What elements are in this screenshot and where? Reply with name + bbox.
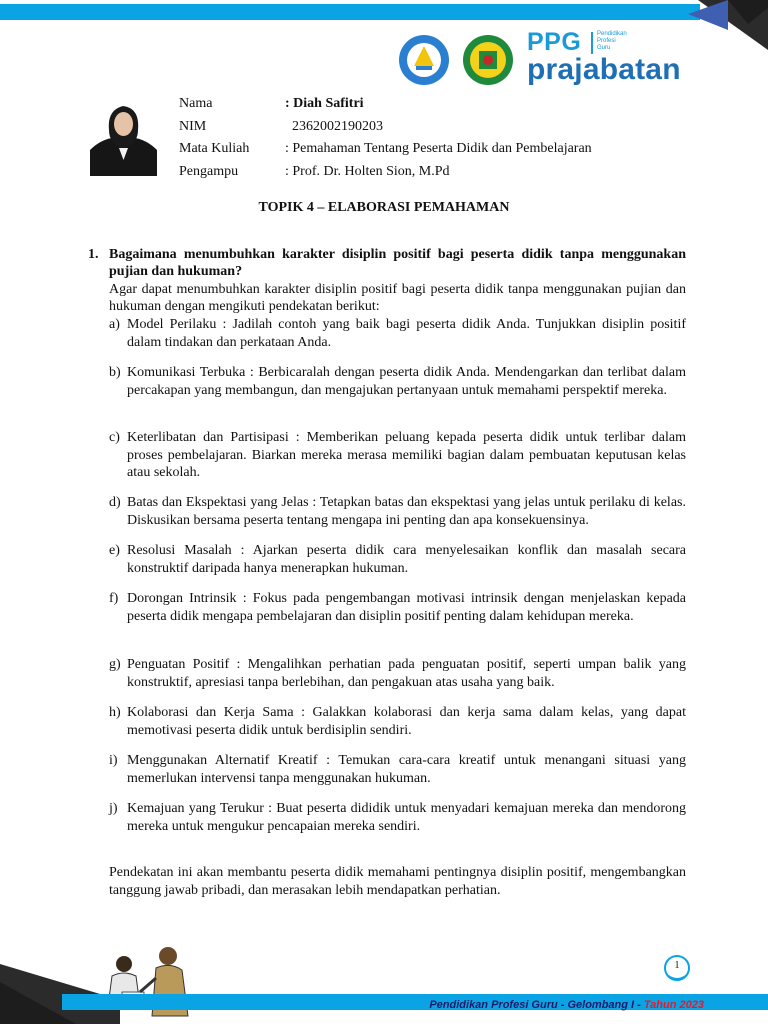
ppg-small-caption (597, 31, 627, 52)
answer-item-text: Menggunakan Alternatif Kreatif : Temukan cara-cara kreatif untuk menangani situasi yang memerlukan intervensi tanpa menggunakan hukuman. (127, 753, 686, 786)
answer-item-label: d) (109, 495, 121, 510)
footer-text (429, 999, 704, 1011)
answer-item (109, 494, 686, 529)
answer-item-text: Batas dan Ekspektasi yang Jelas : Tetapkan batas dan ekspektasi yang jelas untuk perilaku di kelas. Diskusikan bersama peserta tentang mengapa ini penting dan apa konsekuensinya. (127, 495, 686, 528)
student-photo (90, 100, 157, 176)
footer-year: Tahun 2023 (643, 999, 704, 1011)
answer-item (109, 364, 686, 399)
answer-item (109, 800, 686, 835)
identity-value: : Prof. Dr. Holten Sion, M.Pd (285, 163, 450, 179)
ppg-small-line: Profesi (597, 38, 616, 44)
answer-item-label: b) (109, 365, 121, 380)
prajabatan-logo-text: prajabatan (527, 53, 681, 86)
identity-row-name (179, 93, 592, 116)
identity-value: 2362002190203 (285, 118, 383, 134)
answer-item (109, 752, 686, 787)
question-text: Bagaimana menumbuhkan karakter disiplin positif bagi peserta didik tanpa menggunakan pujian dan hukuman? (109, 247, 686, 279)
question-number: 1. (88, 247, 99, 262)
answer-item-label: h) (109, 705, 121, 720)
closing-paragraph: Pendekatan ini akan membantu peserta didik memahami pentingnya disiplin positif, mengembangkan tanggung jawab pribadi, dan merasakan lebih mendapatkan perhatian. (109, 865, 686, 898)
answer-item-label: g) (109, 657, 121, 672)
header-accent-bar (0, 4, 700, 20)
university-logo (462, 34, 514, 86)
teacher-student-illustration (96, 942, 206, 1024)
answer-item-text: Kemajuan yang Terukur : Buat peserta dididik untuk menyadari kemajuan mereka dan mendorong mereka untuk mengukur pencapaian mereka sendiri. (127, 801, 686, 834)
ppg-logo-text: PPG (527, 28, 582, 56)
topic-title: TOPIK 4 – ELABORASI PEMAHAMAN (258, 200, 510, 215)
answer-item (109, 704, 686, 739)
identity-row-course (179, 138, 592, 161)
identity-label: Mata Kuliah (179, 141, 250, 156)
answer-item-label: i) (109, 753, 118, 768)
corner-decoration (688, 0, 768, 60)
answer-item (109, 316, 686, 351)
identity-label: Nama (179, 96, 213, 111)
answer-item-text: Resolusi Masalah : Ajarkan peserta didik cara menyelesaikan konflik dan masalah secara konstruktif daripada hanya menerapkan hukuman. (127, 543, 686, 576)
footer-program: Pendidikan Profesi Guru - Gelombang I - (429, 999, 644, 1011)
answer-intro: Agar dapat menumbuhkan karakter disiplin positif bagi peserta didik tanpa menggunakan pujian dan hukuman dengan mengikuti pendekatan berikut: (109, 282, 686, 314)
logo-separator (591, 32, 593, 54)
answer-item-label: e) (109, 543, 120, 558)
identity-label: Pengampu (179, 163, 239, 179)
identity-row-lecturer (179, 161, 592, 184)
answer-item (109, 542, 686, 577)
answer-item-text: Komunikasi Terbuka : Berbicaralah dengan peserta didik Anda. Mendengarkan dan terlibat dalam percakapan yang membangun, dan mengajukan pertanyaan untuk memahami perspektif mereka. (127, 365, 686, 398)
logo-row (398, 34, 514, 86)
ministry-logo (398, 34, 450, 86)
ppg-small-line: Pendidikan (597, 31, 627, 37)
question (88, 246, 686, 280)
answer-item-label: a) (109, 317, 120, 332)
answer-item-label: j) (109, 801, 118, 816)
answer-item (109, 590, 686, 625)
identity-value: : Diah Safitri (285, 96, 364, 111)
answer-item-label: f) (109, 591, 119, 606)
answer-item-text: Kolaborasi dan Kerja Sama : Galakkan kolaborasi dan kerja sama dalam kelas, yang dapat memotivasi peserta didik untuk berdisiplin sendiri. (127, 705, 686, 738)
identity-label: NIM (179, 118, 207, 134)
answer-item (109, 656, 686, 691)
identity-row-nim (179, 116, 592, 139)
ppg-prajabatan-logo (527, 28, 692, 86)
answer-item-text: Dorongan Intrinsik : Fokus pada pengembangan motivasi intrinsik dengan menjelaskan kepada peserta didik mengapa pembelajaran dan disiplin positif penting dalam kehidupan mereka. (127, 591, 686, 624)
answer-item (109, 429, 686, 482)
answer-item-text: Model Perilaku : Jadilah contoh yang baik bagi peserta didik Anda. Tunjukkan disiplin positif dalam tindakan dan perkataan Anda. (127, 317, 686, 350)
identity-block (179, 93, 592, 183)
answer-item-text: Penguatan Positif : Mengalihkan perhatian pada penguatan positif, seperti umpan balik yang konstruktif, apresiasi tanpa berlebihan, dan pengakuan atas usaha yang baik. (127, 657, 686, 690)
ppg-small-line: Guru (597, 45, 611, 51)
page-number: 1 (674, 960, 680, 971)
answer-item-label: c) (109, 430, 120, 445)
identity-value: : Pemahaman Tentang Peserta Didik dan Pembelajaran (285, 141, 592, 156)
answer-item-text: Keterlibatan dan Partisipasi : Memberikan peluang kepada peserta didik untuk terlibar dalam proses pembelajaran. Biarkan mereka merasa memiliki bagian dalam pembuatan keputusan kelas atau sekolah. (127, 430, 686, 480)
